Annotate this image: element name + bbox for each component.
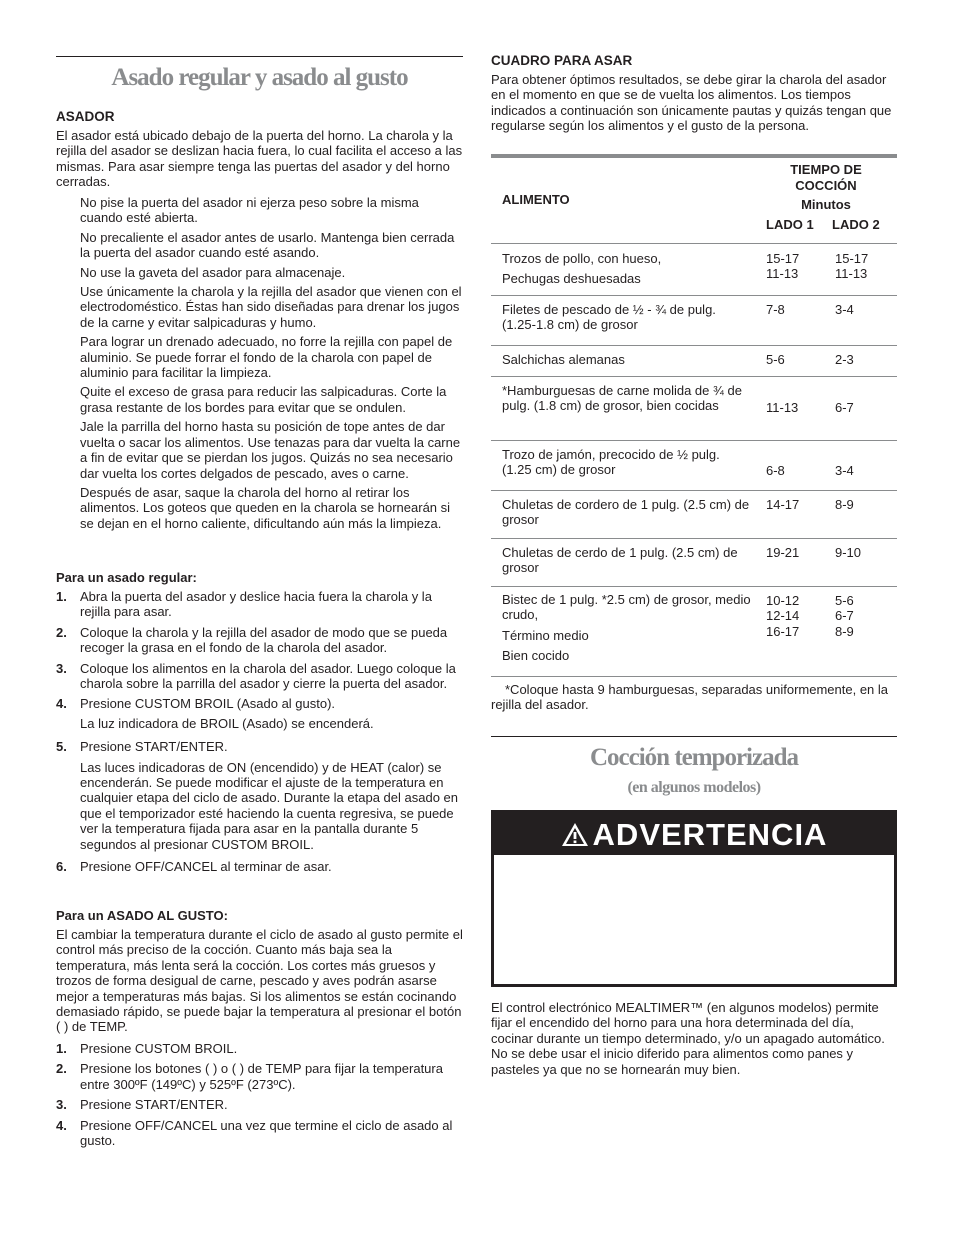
chart-footnote: *Coloque hasta 9 hamburguesas, separadas uniformemente, en la rejilla del asador.	[491, 682, 889, 713]
custom-intro: El cambiar la temperatura durante el ciclo de asado al gusto permite el control más preciso de la cocción. Cuanto más baja sea la temperatura, más lenta será la cocción. Los cortes más gruesos y trozos de forma desigual de carne, pescado y aves podrán asarse mejor a temperaturas más bajas. Si los alimentos se están cocinando demasiado rápido, se puede bajar la temperatura al presionar el botón ( ) de TEMP.	[56, 927, 463, 1035]
step-item: 2. Coloque la charola y la rejilla del asador de modo que se pueda recoger la grasa en el fondo de la charola del asador.	[56, 624, 448, 656]
row-side1: 19-21	[766, 545, 800, 560]
warning-header	[494, 813, 894, 855]
warning-box	[491, 810, 897, 987]
col-food: ALIMENTO	[502, 192, 570, 207]
row-side2: 15-17 11-13	[835, 251, 869, 282]
row-food	[502, 592, 752, 664]
custom-heading: Para un ASADO AL GUSTO:	[56, 908, 228, 923]
row-side2: 3-4	[835, 302, 854, 317]
asador-intro: El asador está ubicado debajo de la puerta del horno. La charola y la rejilla del asador se deslizan hacia fuera, lo cual facilita el acceso a las mismas. Para asar siempre tenga las puertas del asador y del horno cerradas.	[56, 128, 463, 190]
row-food-line: Chuletas de cordero de 1 pulg. (2.5 cm) de grosor	[502, 497, 750, 528]
row-food-line: Término medio	[502, 627, 589, 643]
row-side2: 8-9	[835, 497, 854, 512]
section-rule	[56, 56, 463, 57]
row-food-line: Bien cocido	[502, 648, 570, 664]
tip-item: Use únicamente la charola y la rejilla del asador que vienen con el electrodoméstico. Éstas han sido diseñadas para drenar los jugos de la carne y evitar salpicaduras y humo.	[80, 284, 462, 330]
row-food	[502, 383, 752, 414]
tip-item: No use la gaveta del asador para almacenaje.	[80, 264, 346, 280]
row-side2: 2-3	[835, 352, 854, 367]
col-side2: LADO 2	[832, 217, 880, 232]
step-note: La luz indicadora de BROIL (Asado) se encenderá.	[80, 715, 374, 731]
row-food-line: *Hamburguesas de carne molida de ¾ de pulg. (1.8 cm) de grosor, bien cocidas	[502, 383, 742, 414]
tip-item: Quite el exceso de grasa para reducir las salpicaduras. Corte la grasa restante de los bordes para evitar que se ondulen.	[80, 384, 447, 415]
table-header	[491, 161, 897, 243]
col-side1: LADO 1	[766, 217, 814, 232]
step-item: 4. Presione CUSTOM BROIL (Asado al gusto).	[56, 696, 336, 712]
regular-heading: Para un asado regular:	[56, 570, 197, 585]
chart-row	[491, 295, 897, 345]
tip-item: Jale la parrilla del horno hasta su posición de tope antes de dar vuelta o sacar los alimentos. Use tenazas para dar vuelta la carne a fin de evitar que se pierdan los jugos. Quizás no sea necesario dar vuelta los cortes delgados de pescado, aves o carne.	[80, 419, 461, 481]
section-title: Asado regular y asado al gusto	[111, 64, 408, 91]
row-side1: 6-8	[766, 463, 785, 478]
row-food	[502, 352, 752, 367]
chart-intro: Para obtener óptimos resultados, se debe girar la charola del asador en el momento en que se de vuelta los alimentos. Los tiempos indicados a continuación son únicamente pautas y quizás tengan que regularse según los alimentos y el gusto de la persona.	[491, 72, 892, 134]
step-note: Las luces indicadoras de ON (encendido) y de HEAT (calor) se encenderán. Se puede modificar el ajuste de la temperatura en cualquier etapa del ciclo de asado. Durante la etapa del asado en que el temporizador esté haciendo la cuenta regresiva, se puede ver la temperatura fijada para asar en la pantalla durante 5 segundos al presionar CUSTOM BROIL.	[80, 759, 458, 852]
step-item: 5. Presione START/ENTER.	[56, 739, 228, 755]
asador-heading: ASADOR	[56, 109, 115, 124]
row-side1: 11-13	[766, 400, 799, 415]
row-side2: 6-7	[835, 400, 854, 415]
tip-item: No pise la puerta del asador ni ejerza peso sobre la misma cuando esté abierta.	[80, 195, 419, 226]
row-side1: 15-17 11-13	[766, 251, 800, 282]
step-item: 3. Presione START/ENTER.	[56, 1097, 228, 1113]
table-bottom-rule	[491, 676, 897, 677]
col-minutes: Minutos	[801, 197, 851, 212]
row-side1: 10-12 12-14 16-17	[766, 593, 800, 639]
chart-row	[491, 243, 897, 295]
row-food-line: Salchichas alemanas	[502, 352, 625, 367]
row-side1: 5-6	[766, 352, 785, 367]
row-side2: 3-4	[835, 463, 854, 478]
tip-item: Después de asar, saque la charola del horno al retirar los alimentos. Los goteos que queden en la charola se hornearán si se dejan en el horno caliente, dificultando aún más la limpieza.	[80, 484, 451, 531]
asador-tips	[56, 195, 463, 535]
chart-row	[491, 490, 897, 538]
chart-row	[491, 538, 897, 586]
row-food-line: Trozos de pollo, con hueso,	[502, 251, 662, 266]
row-side1: 7-8	[766, 302, 785, 317]
row-food-line: Trozo de jamón, precocido de ½ pulg. (1.25 cm) de grosor	[502, 447, 720, 478]
row-side2: 5-6 6-7 8-9	[835, 593, 854, 639]
section-rule	[491, 736, 897, 737]
step-item: 2. Presione los botones ( ) o ( ) de TEMP para fijar la temperatura entre 300ºF (149ºC) y 525ºF (273ºC).	[56, 1061, 443, 1092]
row-food-line: Filetes de pescado de ½ - ¾ de pulg. (1.25-1.8 cm) de grosor	[502, 302, 716, 333]
step-item: 6. Presione OFF/CANCEL al terminar de asar.	[56, 859, 332, 875]
row-food	[502, 302, 752, 333]
step-item: 1. Presione CUSTOM BROIL.	[56, 1041, 238, 1056]
row-food	[502, 497, 752, 528]
step-item: 3. Coloque los alimentos en la charola del asador. Luego coloque la charola sobre la parrilla del asador y cierre la puerta del asador.	[56, 660, 456, 692]
chart-heading: CUADRO PARA ASAR	[491, 53, 633, 68]
chart-row	[491, 440, 897, 490]
row-food	[502, 545, 752, 576]
step-item: 1. Abra la puerta del asador y deslice hacia fuera la charola y la rejilla para asar.	[56, 589, 432, 620]
timed-body: El control electrónico MEALTIMER™ (en algunos modelos) permite fijar el encendido del horno para una hora determinada del día, cocinar durante un tiempo determinado, y/o un apagado automático. No se debe usar el inicio diferido para alimentos como panes y pasteles ya que no se hornearán muy bien.	[491, 1000, 885, 1077]
custom-steps	[56, 1041, 463, 1148]
warning-label: ADVERTENCIA	[592, 817, 828, 852]
step-item: 4. Presione OFF/CANCEL una vez que termine el ciclo de asado al gusto.	[56, 1117, 453, 1149]
timed-subtitle: (en algunos modelos)	[627, 779, 761, 796]
col-time: TIEMPO DE COCCIÓN	[790, 162, 862, 193]
row-food-line: Bistec de 1 pulg. *2.5 cm) de grosor, medio crudo,	[502, 592, 751, 623]
row-food	[502, 447, 752, 478]
row-side1: 14-17	[766, 497, 800, 512]
chart-row	[491, 376, 897, 440]
table-top-rule	[491, 154, 897, 158]
row-side2: 9-10	[835, 545, 862, 560]
tip-item: No precaliente el asador antes de usarlo. Mantenga bien cerrada la puerta del asador cuando esté asando.	[80, 229, 455, 261]
row-food-line: Chuletas de cerdo de 1 pulg. (2.5 cm) de grosor	[502, 545, 738, 576]
row-food	[502, 251, 752, 287]
regular-steps	[56, 589, 463, 875]
chart-row	[491, 586, 897, 676]
row-food-line: Pechugas deshuesadas	[502, 271, 641, 287]
warning-triangle-icon	[561, 815, 589, 859]
chart-row	[491, 345, 897, 376]
chart-rows	[491, 243, 897, 677]
timed-title: Cocción temporizada	[589, 744, 799, 771]
tip-item: Para lograr un drenado adecuado, no forre la rejilla con papel de aluminio. Se puede forrar el fondo de la charola con papel de aluminio para facilitar la limpieza.	[80, 334, 453, 381]
